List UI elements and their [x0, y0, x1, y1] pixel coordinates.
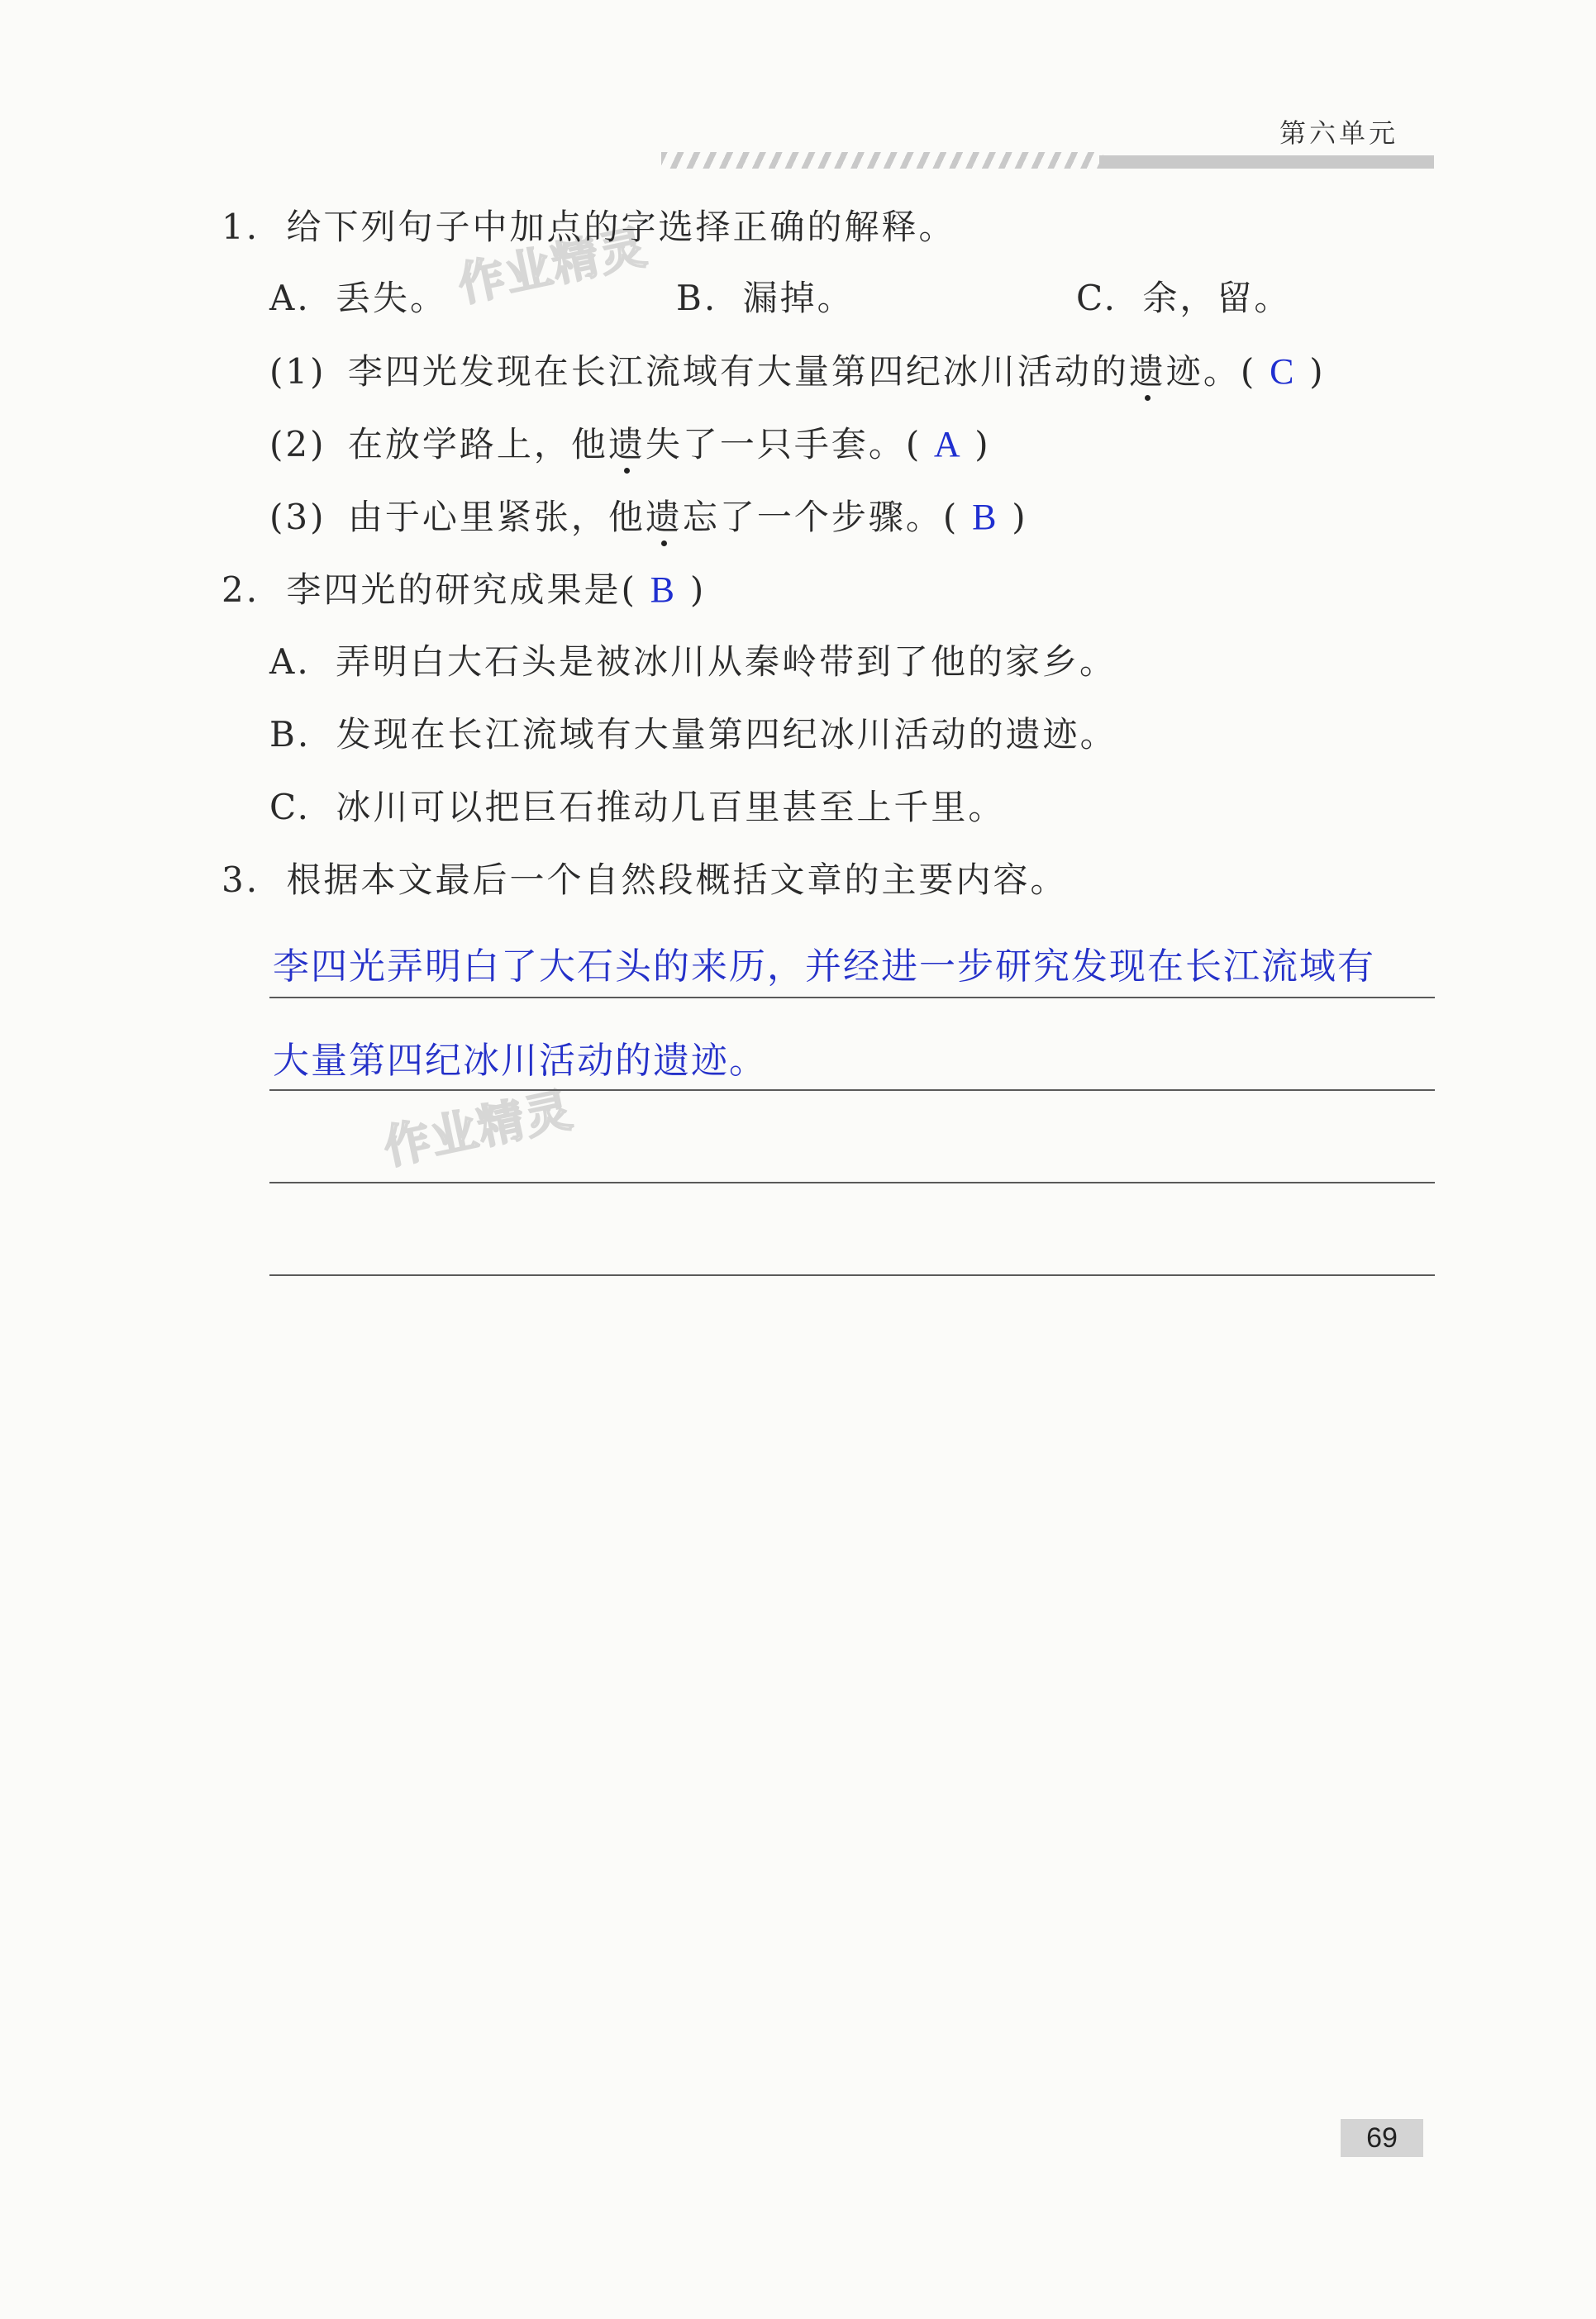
answer-rule-1 — [269, 997, 1435, 998]
q1-item-2-number: (2) — [269, 424, 326, 464]
page-number: 69 — [1341, 2119, 1423, 2157]
q1-option-b-text: 漏掉。 — [742, 278, 855, 318]
answer-rule-2 — [269, 1089, 1435, 1091]
q2-close-paren: ) — [689, 569, 707, 610]
q1-option-c-text: 余，留。 — [1142, 278, 1292, 318]
q2-prompt-text: 李四光的研究成果是 — [286, 569, 622, 610]
q1-item-3-dotted-char: 遗 — [645, 497, 683, 537]
q1-option-a-letter: A. — [269, 278, 311, 318]
q1-item-1-after: 迹。 — [1165, 351, 1241, 392]
q2-option-b-text: 发现在长江流域有大量第四纪冰川活动的遗迹。 — [336, 714, 1117, 755]
q1-option-b — [676, 278, 855, 318]
q1-item-1-answer: C — [1270, 351, 1297, 392]
q1-item-1-close-paren: ) — [1309, 351, 1326, 392]
q2-answer: B — [650, 569, 678, 610]
q3-prompt-text: 根据本文最后一个自然段概括文章的主要内容。 — [286, 860, 1068, 900]
q1-item-3-open-paren: ( — [942, 497, 960, 537]
q1-item-1-before: 李四光发现在长江流域有大量第四纪冰川活动的 — [347, 351, 1129, 392]
q1-item-1-open-paren: ( — [1240, 351, 1257, 392]
q2-number: 2. — [222, 569, 260, 610]
unit-title: 第六单元 — [1279, 117, 1399, 149]
q1-item-2 — [269, 426, 991, 463]
header-stripe-decoration — [661, 152, 1103, 169]
q1-item-3 — [269, 499, 1028, 536]
q1-item-2-close-paren: ) — [974, 424, 991, 464]
q1-item-2-before: 在放学路上，他 — [347, 424, 608, 464]
q1-item-1-dotted-char: 遗 — [1128, 351, 1166, 392]
q2-prompt — [222, 569, 707, 610]
q1-option-a-text: 丢失。 — [336, 278, 448, 318]
watermark-top: 作业精灵 — [453, 220, 653, 313]
answer-rule-3 — [269, 1182, 1435, 1183]
q2-option-a — [269, 641, 1117, 682]
q1-option-a — [269, 278, 448, 318]
q1-item-3-number: (3) — [269, 497, 326, 537]
q1-item-2-dotted-char: 遗 — [607, 424, 646, 464]
q2-option-a-text: 弄明白大石头是被冰川从秦岭带到了他的家乡。 — [336, 641, 1117, 682]
q2-open-paren: ( — [621, 569, 637, 610]
q1-item-3-after: 忘了一个步骤。 — [682, 497, 943, 537]
q2-option-a-letter: A. — [269, 641, 311, 682]
q2-option-b-letter: B. — [269, 714, 312, 755]
q1-prompt-text: 给下列句子中加点的字选择正确的解释。 — [286, 207, 956, 247]
header-bar-decoration — [1099, 155, 1434, 169]
q1-item-2-after: 失了一只手套。 — [645, 424, 906, 464]
q1-item-3-before: 由于心里紧张，他 — [347, 497, 646, 537]
q1-item-3-close-paren: ) — [1012, 497, 1028, 537]
q2-option-c-text: 冰川可以把巨石推动几百里甚至上千里。 — [336, 787, 1006, 827]
answer-rule-4 — [269, 1274, 1435, 1276]
q3-answer-line-2: 大量第四纪冰川活动的遗迹。 — [273, 1040, 767, 1082]
q3-answer-line-1: 李四光弄明白了大石头的来历，并经进一步研究发现在长江流域有 — [273, 945, 1375, 988]
q1-option-c-letter: C. — [1076, 278, 1117, 318]
q1-item-1 — [269, 351, 1326, 392]
q3-prompt — [222, 860, 1068, 900]
q1-item-1-number: (1) — [269, 351, 326, 392]
q1-item-3-answer: B — [972, 497, 999, 537]
q1-number: 1. — [222, 207, 260, 247]
q1-item-2-open-paren: ( — [905, 424, 922, 464]
q1-item-2-answer: A — [933, 424, 963, 464]
q1-option-b-letter: B. — [676, 278, 718, 318]
watermark-middle: 作业精灵 — [379, 1083, 579, 1176]
q1-prompt — [222, 207, 956, 247]
q2-option-c — [269, 787, 1006, 827]
q2-option-b — [269, 714, 1117, 755]
q1-option-c — [1076, 278, 1292, 318]
q2-option-c-letter: C. — [269, 787, 311, 827]
q3-number: 3. — [222, 860, 260, 900]
